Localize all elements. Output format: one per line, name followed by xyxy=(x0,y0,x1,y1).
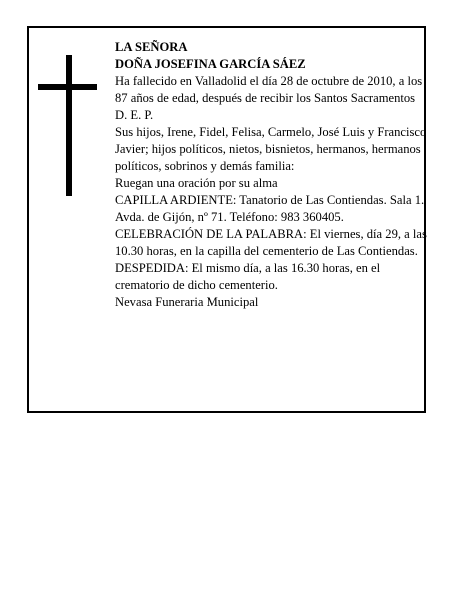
chapel-info: CAPILLA ARDIENTE: Tanatorio de Las Contiendas. Sala 1. Avda. de Gijón, nº 71. Teléfono: 983 360405. xyxy=(115,193,425,224)
rip-text: D. E. P. xyxy=(115,108,154,122)
death-announcement: Ha fallecido en Valladolid el día 28 de octubre de 2010, a los 87 años de edad, después de recibir los Santos Sacramentos xyxy=(115,74,423,105)
cross-icon xyxy=(66,55,72,196)
cross-icon-bar xyxy=(38,84,97,90)
obituary-notice xyxy=(27,26,426,413)
farewell-info: DESPEDIDA: El mismo día, a las 16.30 horas, en el crematorio de dicho cementerio. xyxy=(115,261,381,292)
prayer-request: Ruegan una oración por su alma xyxy=(115,176,278,190)
deceased-name: DOÑA JOSEFINA GARCÍA SÁEZ xyxy=(115,57,306,71)
celebration-info: CELEBRACIÓN DE LA PALABRA: El viernes, día 29, a las 10.30 horas, en la capilla del cementerio de Las Contiendas. xyxy=(115,227,427,258)
title-line-1: LA SEÑORA xyxy=(115,40,188,54)
obituary-text xyxy=(115,39,427,311)
family-list: Sus hijos, Irene, Fidel, Felisa, Carmelo, José Luis y Francisco Javier; hijos políticos, nietos, bisnietos, hermanos, hermanos políticos, sobrinos y demás familia: xyxy=(115,125,427,173)
funeral-home: Nevasa Funeraria Municipal xyxy=(115,295,259,309)
